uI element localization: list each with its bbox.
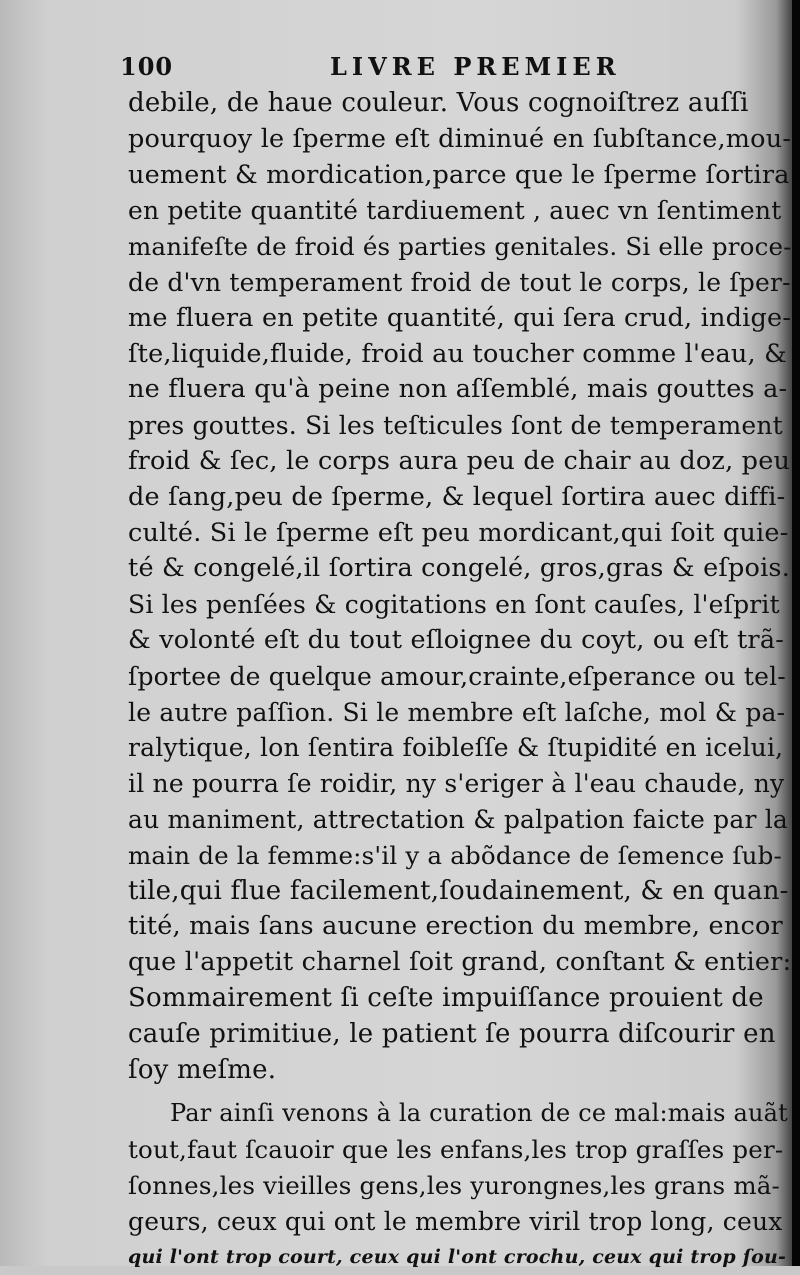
text-line: ſonnes,les vieilles gens,les yurongnes,les grans mã-: [128, 1168, 792, 1204]
text-line: pres gouttes. Si les teſticules ſont de temperament: [128, 408, 792, 444]
page-header: [120, 52, 680, 88]
text-line: le autre paſſion. Si le membre eſt laſche, mol & pa-: [128, 695, 792, 731]
page-edge: [792, 0, 800, 1266]
body-text: [128, 86, 792, 1275]
text-line: ſoy meſme.: [128, 1053, 792, 1089]
paragraph-first-line: Par ainſi venons à la curation de ce mal:mais auãt: [128, 1096, 792, 1132]
text-line: il ne pourra ſe roidir, ny s'eriger à l'eau chaude, ny: [128, 766, 792, 802]
text-line: me fluera en petite quantité, qui ſera crud, indige-: [128, 301, 792, 337]
text-line: culté. Si le ſperme eſt peu mordicant,qui ſoit quie-: [128, 516, 792, 552]
text-line: debile, de haue couleur. Vous cognoiſtrez auſſi: [128, 86, 792, 122]
text-line: té & congelé,il ſortira congelé, gros,gras & eſpois.: [128, 551, 792, 587]
text-line: Sommairement ſi ceſte impuiſſance prouient de: [128, 981, 792, 1017]
text-line: au maniment, attrectation & palpation faicte par la: [128, 802, 792, 838]
running-head: LIVRE PREMIER: [330, 52, 621, 81]
page-number: 100: [120, 52, 173, 81]
text-line: que l'appetit charnel ſoit grand, conſtant & entier:: [128, 945, 792, 981]
text-line: en petite quantité tardiuement , auec vn ſentiment: [128, 193, 792, 229]
text-line: tité, mais ſans aucune erection du membre, encor: [128, 909, 792, 945]
text-line: de ſang,peu de ſperme, & lequel ſortira auec diffi-: [128, 480, 792, 516]
text-line: ralytique, lon ſentira foibleſſe & ſtupidité en icelui,: [128, 730, 792, 766]
text-line: froid & ſec, le corps aura peu de chair au doz, peu: [128, 444, 792, 480]
text-line: tile,qui flue facilement,ſoudainement, & en quan-: [128, 874, 792, 910]
text-line: tout,faut ſcauoir que les enfans,les trop graſſes per-: [128, 1132, 792, 1168]
text-line: geurs, ceux qui ont le membre viril trop long, ceux: [128, 1204, 792, 1240]
text-line: pourquoy le ſperme eſt diminué en ſubſtance,mou-: [128, 122, 792, 158]
text-line: ſte,liquide,fluide, froid au toucher comme l'eau, &: [128, 337, 792, 373]
text-line: Si les penſées & cogitations en ſont cauſes, l'eſprit: [128, 587, 792, 623]
text-line: main de la femme:s'il y a abõdance de ſemence ſub-: [128, 838, 792, 874]
text-line: ne fluera qu'à peine non aſſemblé, mais gouttes a-: [128, 372, 792, 408]
text-line: ſportee de quelque amour,crainte,eſperance ou tel-: [128, 659, 792, 695]
text-line: uement & mordication,parce que le ſperme ſortira: [128, 158, 792, 194]
text-line: de d'vn temperament froid de tout le corps, le ſper-: [128, 265, 792, 301]
text-line: & volonté eſt du tout eſloignee du coyt, ou eſt trã-: [128, 623, 792, 659]
text-line: cauſe primitiue, le patient ſe pourra diſcourir en: [128, 1017, 792, 1053]
italic-text-line: qui l'ont trop court, ceux qui l'ont crochu, ceux qui trop ſou-: [128, 1240, 792, 1275]
text-line: manifeſte de froid és parties genitales. Si elle proce-: [128, 229, 792, 265]
